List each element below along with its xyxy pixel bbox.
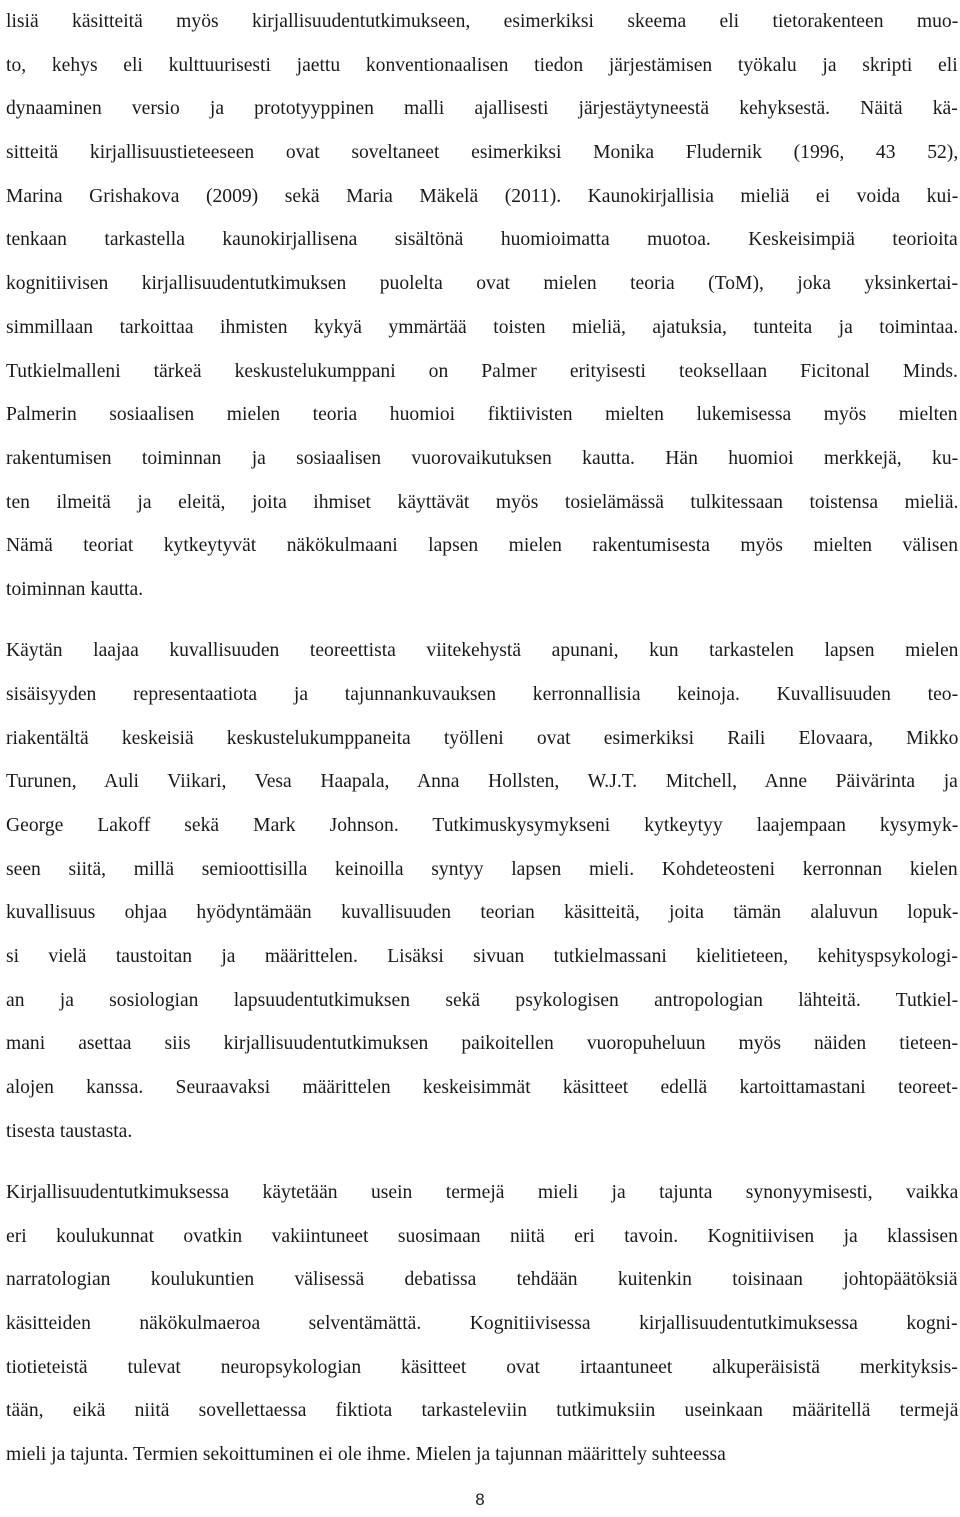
text-line: narratologian koulukuntien välisessä debatissa tehdään kuitenkin toisinaan johtopäätöksiä xyxy=(6,1269,958,1291)
text-line: George Lakoff sekä Mark Johnson. Tutkimuskysymykseni kytkeytyy laajempaan kysymyk- xyxy=(6,814,959,836)
text-line: alojen kanssa. Seuraavaksi määrittelen keskeisimmät käsitteet edellä kartoittamastani teoreet- xyxy=(6,1077,958,1098)
text-line: tenkaan tarkastella kaunokirjallisena sisältönä huomioimatta muotoa. Keskeisimpiä teorioita xyxy=(6,229,958,251)
text-line: tisesta taustasta. xyxy=(6,1120,133,1142)
paragraph xyxy=(6,0,958,612)
paragraph xyxy=(6,629,958,1153)
body-text xyxy=(6,0,958,1477)
text-line: sisäisyyden representaatiota ja tajunnankuvauksen kerronnallisia keinoja. Kuvallisuuden teo- xyxy=(6,683,959,705)
page-number: 8 xyxy=(475,1490,485,1509)
text-line: si vielä taustoitan ja määrittelen. Lisäksi sivuan tutkielmassani kielitieteen, kehityspsykologi- xyxy=(6,945,958,967)
text-line: riakentältä keskeisiä keskustelukumppaneita työlleni ovat esimerkiksi Raili Elovaara, Mikko xyxy=(6,727,959,749)
text-line: Kirjallisuudentutkimuksessa käytetään usein termejä mieli ja tajunta synonyymisesti, vaikka xyxy=(6,1181,959,1203)
document-page xyxy=(6,0,958,1494)
text-line: sitteitä kirjallisuustieteeseen ovat soveltaneet esimerkiksi Monika Fludernik (1996, 43 52), xyxy=(6,142,959,164)
text-line: eri koulukunnat ovatkin vakiintuneet suosimaan niitä eri tavoin. Kognitiivisen ja klassisen xyxy=(6,1225,958,1247)
text-line: Turunen, Auli Viikari, Vesa Haapala, Anna Hollsten, W.J.T. Mitchell, Anne Päivärinta ja xyxy=(6,771,958,793)
text-line: mani asettaa siis kirjallisuudentutkimuksen paikoitellen vuoropuheluun myös näiden tieteen- xyxy=(6,1033,958,1055)
paragraph xyxy=(6,1171,958,1477)
text-line: Marina Grishakova (2009) sekä Maria Mäkelä (2011). Kaunokirjallisia mieliä ei voida kui- xyxy=(6,185,959,207)
text-line: simmillaan tarkoittaa ihmisten kykyä ymmärtää toisten mieliä, ajatuksia, tunteita ja toimintaa. xyxy=(6,316,959,338)
text-line: rakentumisen toiminnan ja sosiaalisen vuorovaikutuksen kautta. Hän huomioi merkkejä, ku- xyxy=(6,447,959,469)
text-line: kognitiivisen kirjallisuudentutkimuksen puolelta ovat mielen teoria (ToM), joka yksinkertai- xyxy=(6,273,958,295)
text-line: Käytän laajaa kuvallisuuden teoreettista viitekehystä apunani, kun tarkastelen lapsen mielen xyxy=(6,640,959,662)
text-line: toiminnan kautta. xyxy=(6,578,144,600)
text-line: tiotieteistä tulevat neuropsykologian käsitteet ovat irtaantuneet alkuperäisistä merkityksis- xyxy=(6,1356,958,1378)
text-line: to, kehys eli kulttuurisesti jaettu konventionaalisen tiedon järjestämisen työkalu ja skripti eli xyxy=(6,54,958,76)
text-line: tään, eikä niitä sovellettaessa fiktiota tarkasteleviin tutkimuksiin useinkaan määritellä termejä xyxy=(6,1400,959,1422)
text-line: Tutkielmalleni tärkeä keskustelukumppani on Palmer erityisesti teoksellaan Ficitonal Minds. xyxy=(6,360,958,382)
text-line: dynaaminen versio ja prototyyppinen malli ajallisesti järjestäytyneestä kehyksestä. Näitä kä- xyxy=(6,98,958,120)
text-line: ten ilmeitä ja eleitä, joita ihmiset käyttävät myös tosielämässä tulkitessaan toistensa mieliä. xyxy=(6,491,959,513)
text-line: Nämä teoriat kytkeytyvät näkökulmaani lapsen mielen rakentumisesta myös mielten välisen xyxy=(6,535,959,557)
text-line: käsitteiden näkökulmaeroa selventämättä. Kognitiivisessa kirjallisuudentutkimuksessa kogni- xyxy=(6,1312,958,1334)
text-line: seen siitä, millä semioottisilla keinoilla syntyy lapsen mieli. Kohdeteosteni kerronnan kielen xyxy=(6,858,958,880)
text-line: mieli ja tajunta. Termien sekoittuminen ei ole ihme. Mielen ja tajunnan määrittely suhteessa xyxy=(6,1444,726,1465)
text-line: an ja sosiologian lapsuudentutkimuksen sekä psykologisen antropologian lähteitä. Tutkiel- xyxy=(6,989,959,1011)
text-line: Palmerin sosiaalisen mielen teoria huomioi fiktiivisten mielten lukemisessa myös mielten xyxy=(6,404,958,426)
text-line: kuvallisuus ohjaa hyödyntämään kuvallisuuden teorian käsitteitä, joita tämän alaluvun lopuk- xyxy=(6,902,959,924)
text-line: lisiä käsitteitä myös kirjallisuudentutkimukseen, esimerkiksi skeema eli tietorakenteen muo- xyxy=(6,11,959,32)
